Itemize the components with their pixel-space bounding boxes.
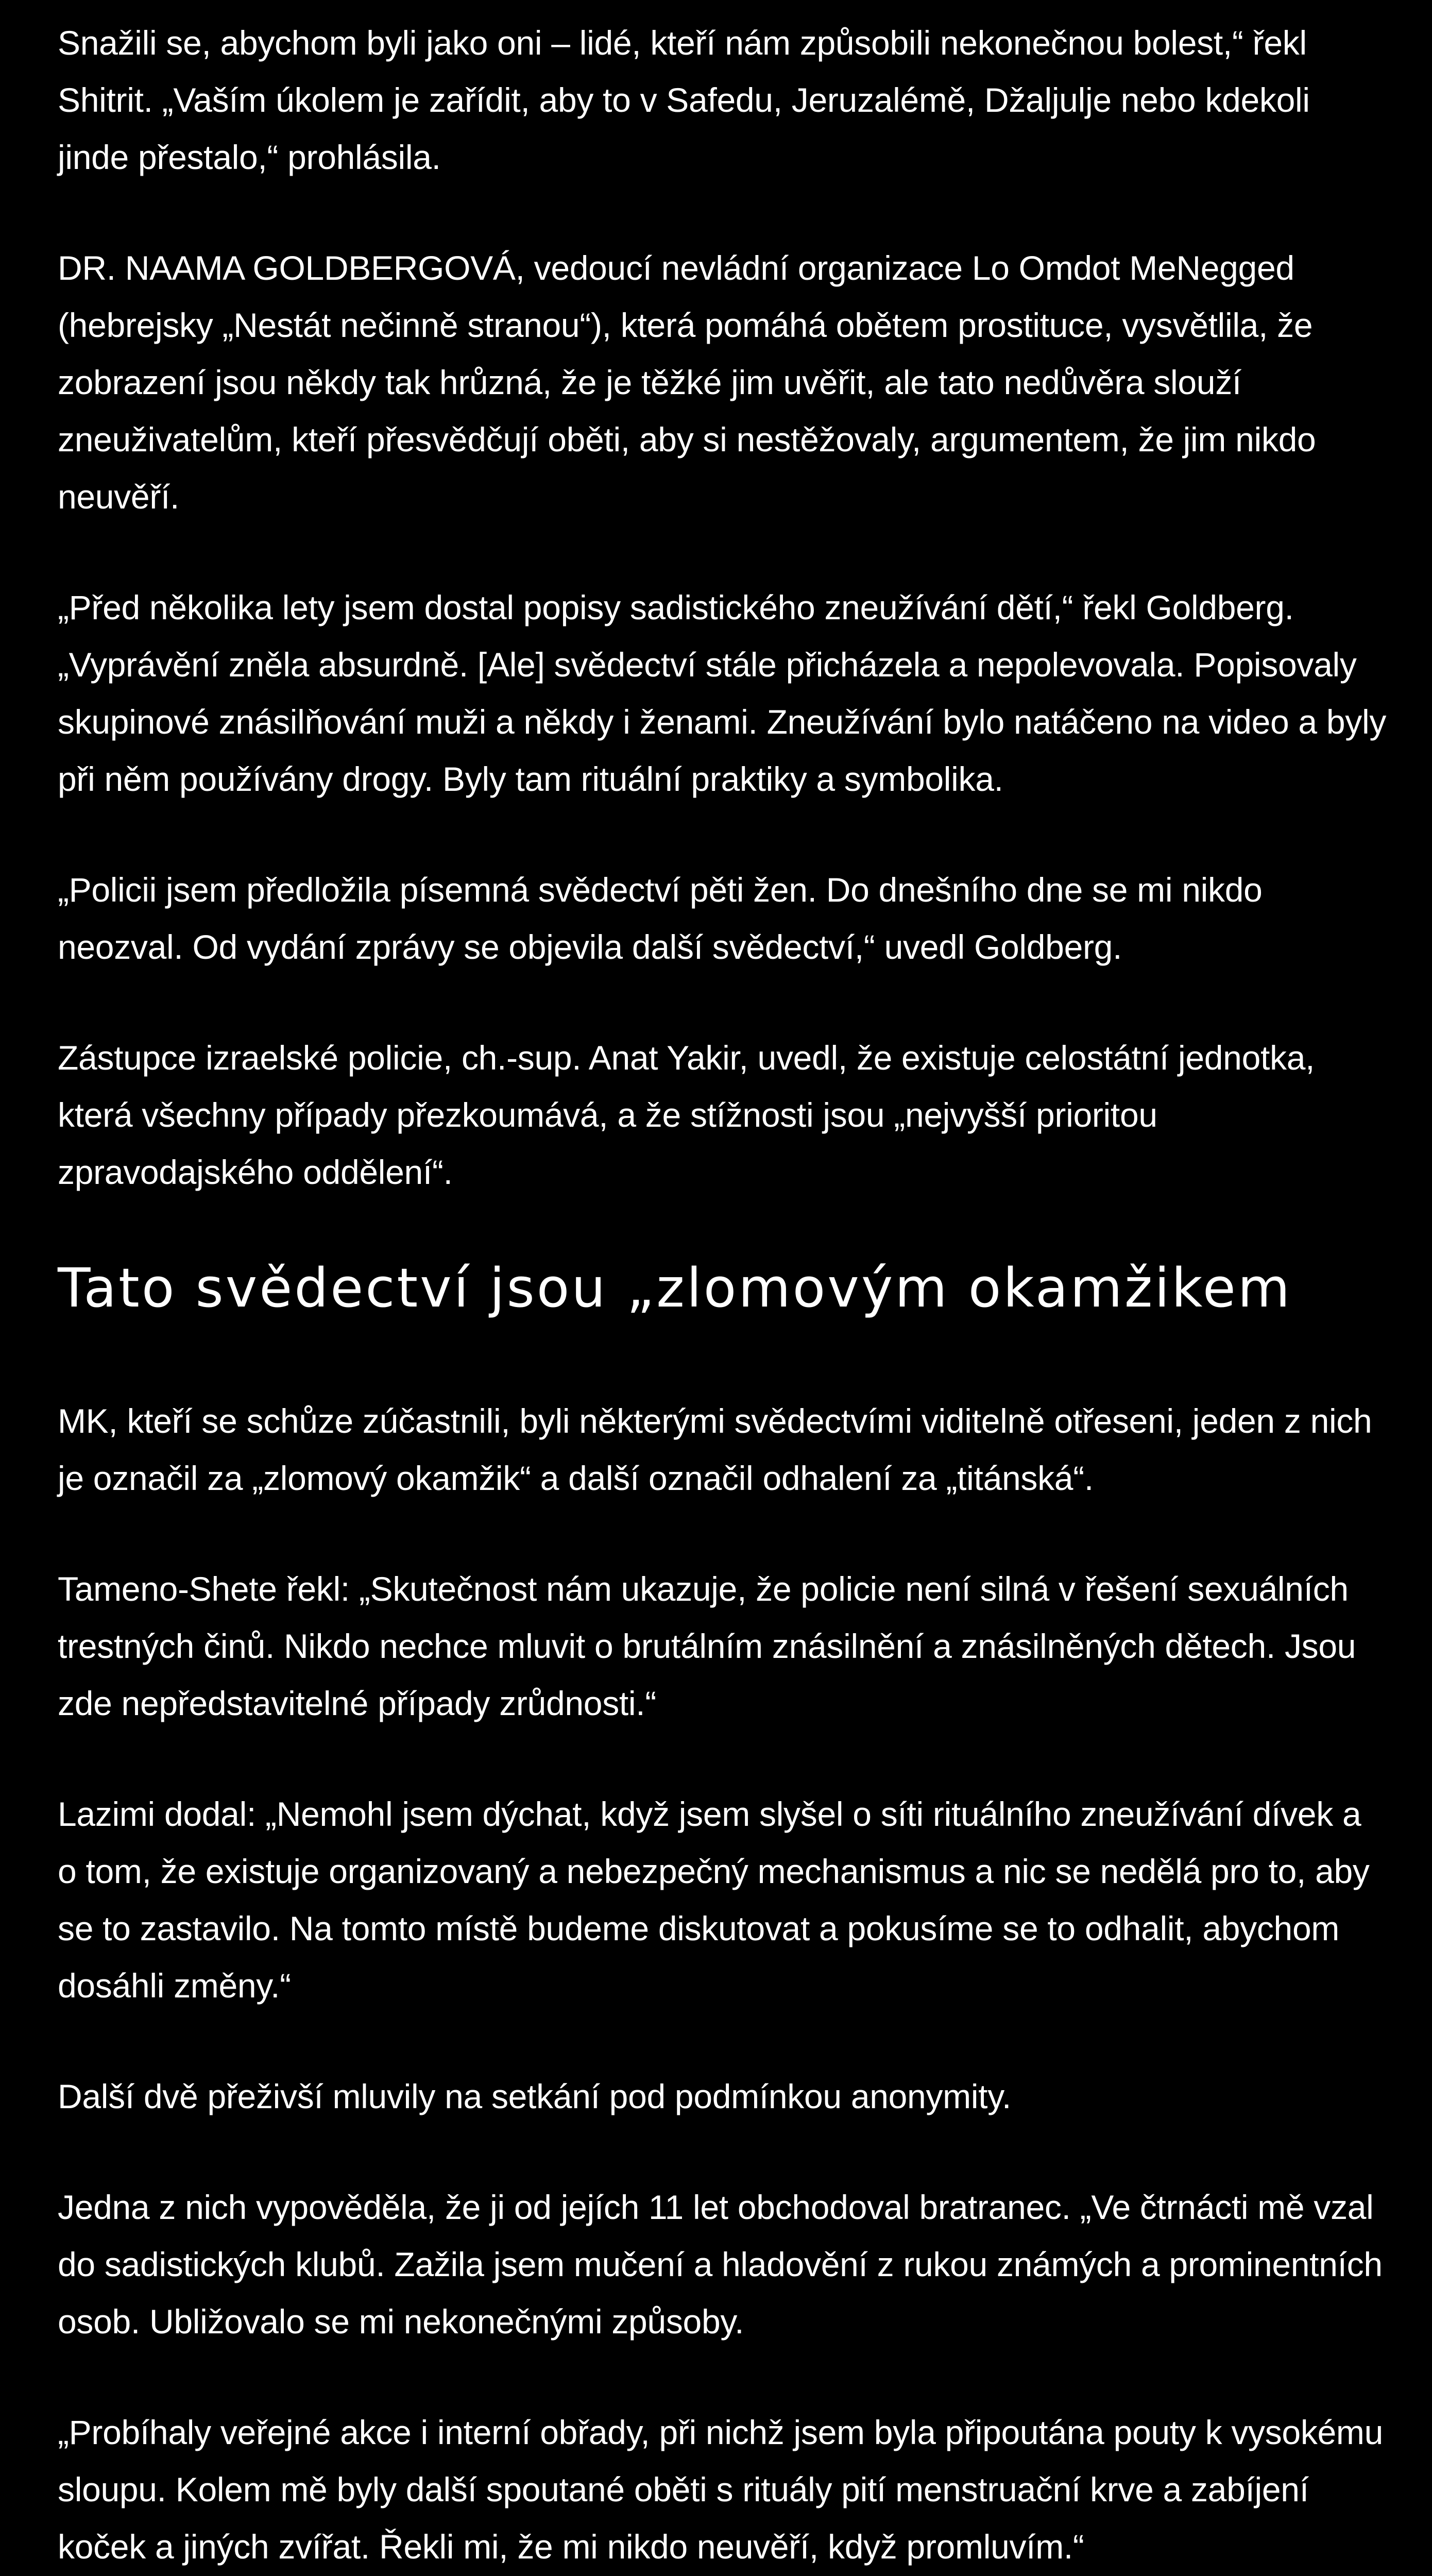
article-paragraph: Lazimi dodal: „Nemohl jsem dýchat, když jsem slyšel o síti rituálního zneužívání dívek a o tom, že existuje organizovaný a nebezpečný mechanismus a nic se nedělá pro to, aby se to zastavilo. Na tomto místě budeme diskutovat a pokusíme se to odhalit, abychom dosáhli změny.“ <box>58 1795 1370 2005</box>
article-paragraph: „Před několika lety jsem dostal popisy sadistického zneužívání dětí,“ řekl Goldberg. „Vyprávění zněla absurdně. [Ale] svědectví stále přicházela a nepolevovala. Popisovaly skupinové znásilňování muži a někdy i ženami. Zneužívání bylo natáčeno na video a byly při něm používány drogy. Byly tam rituální praktiky a symbolika. <box>58 588 1387 798</box>
article-body <box>58 14 1387 2576</box>
section-heading: Tato svědectví jsou „zlomovým okamžikem <box>58 1257 1292 1319</box>
article-paragraph: Snažili se, abychom byli jako oni – lidé, kteří nám způsobili nekonečnou bolest,“ řekl Shitrit. „Vaším úkolem je zařídit, aby to v Safedu, Jeruzalémě, Džaljulje nebo kdekoli jinde přestalo,“ prohlásila. <box>58 24 1310 176</box>
article-paragraph: „Probíhaly veřejné akce i interní obřady, při nichž jsem byla připoutána pouty k vysokému sloupu. Kolem mě byly další spoutané oběti s rituály pití menstruační krve a zabíjení koček a jiných zvířat. Řekli mi, že mi nikdo neuvěří, když promluvím.“ <box>58 2413 1384 2566</box>
article-paragraph: Tameno-Shete řekl: „Skutečnost nám ukazuje, že policie není silná v řešení sexuálních trestných činů. Nikdo nechce mluvit o brutálním znásilnění a znásilněných dětech. Jsou zde nepředstavitelné případy zrůdnosti.“ <box>58 1570 1356 1722</box>
article-paragraph: MK, kteří se schůze zúčastnili, byli některými svědectvími viditelně otřeseni, jeden z nich je označil za „zlomový okamžik“ a další označil odhalení za „titánská“. <box>58 1402 1372 1497</box>
article-paragraph: DR. NAAMA GOLDBERGOVÁ, vedoucí nevládní organizace Lo Omdot MeNegged (hebrejsky „Nestát nečinně stranou“), která pomáhá obětem prostituce, vysvětlila, že zobrazení jsou někdy tak hrůzná, že je těžké jim uvěřit, ale tato nedůvěra slouží zneuživatelům, kteří přesvědčují oběti, aby si nestěžovaly, argumentem, že jim nikdo neuvěří. <box>58 249 1316 516</box>
article-paragraph: „Policii jsem předložila písemná svědectví pěti žen. Do dnešního dne se mi nikdo neozval. Od vydání zprávy se objevila další svědectví,“ uvedl Goldberg. <box>58 871 1263 966</box>
article-paragraph: Zástupce izraelské policie, ch.-sup. Anat Yakir, uvedl, že existuje celostátní jednotka, která všechny případy přezkoumává, a že stížnosti jsou „nejvyšší prioritou zpravodajského oddělení“. <box>58 1039 1315 1191</box>
article-paragraph: Další dvě přeživší mluvily na setkání pod podmínkou anonymity. <box>58 2077 1012 2115</box>
article-paragraph: Jedna z nich vypověděla, že ji od jejích 11 let obchodoval bratranec. „Ve čtrnácti mě vzal do sadistických klubů. Zažila jsem mučení a hladovění z rukou známých a prominentních osob. Ubližovalo se mi nekonečnými způsoby. <box>58 2188 1383 2341</box>
